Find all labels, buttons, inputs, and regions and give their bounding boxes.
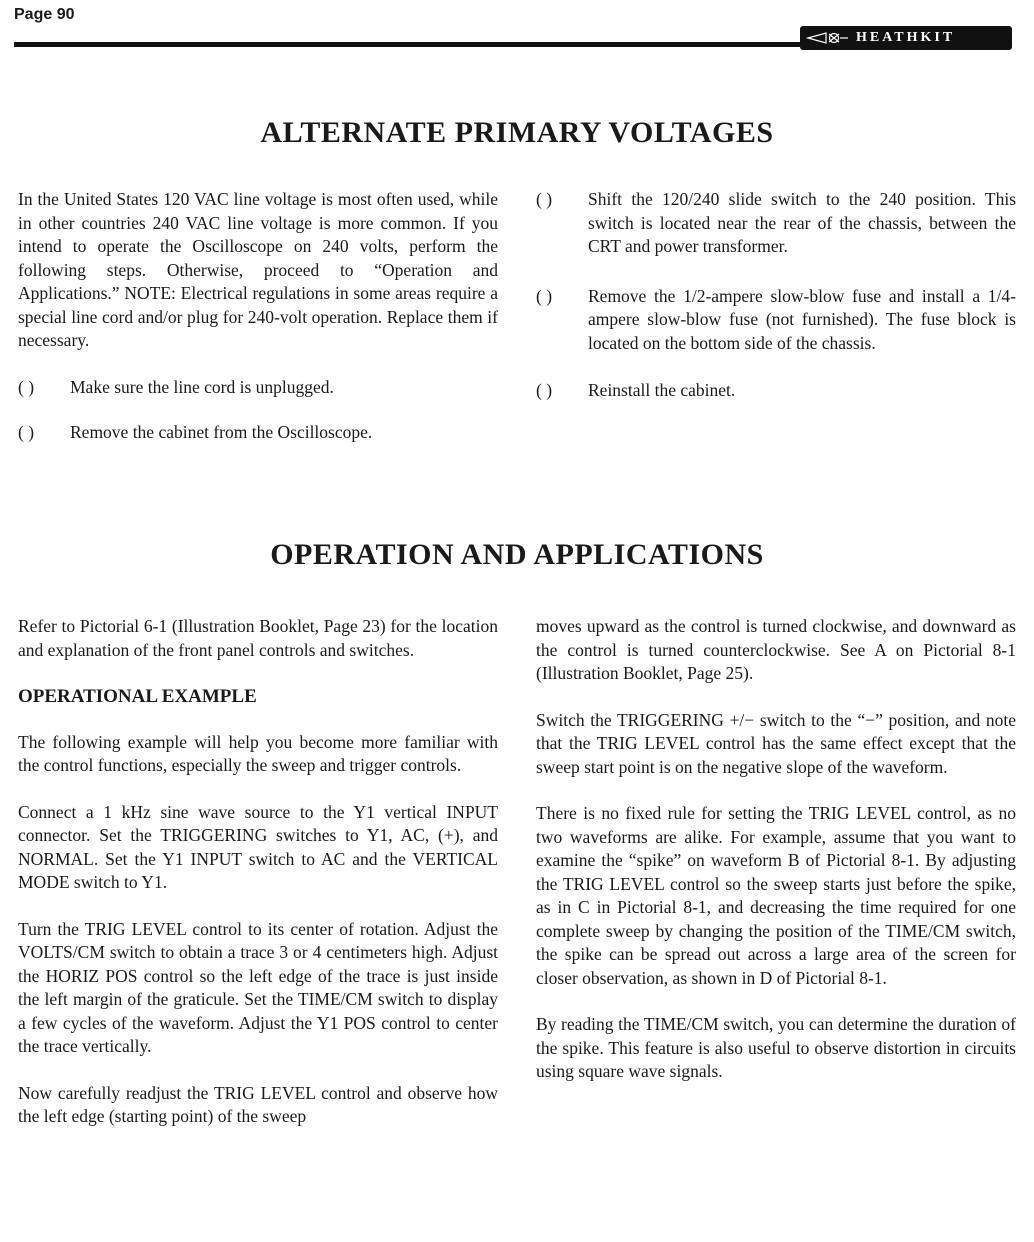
step-unplug-line-cord[interactable]	[18, 376, 498, 400]
paragraph: The following example will help you become more familiar with the control functions, especially the sweep and trigger controls.	[18, 731, 498, 775]
paragraph: moves upward as the control is turned clockwise, and downward as the control is turned counterclockwise. See A on Pictorial 8-1 (Illustration Booklet, Page 25).	[536, 616, 1016, 683]
paragraph: Turn the TRIG LEVEL control to its center of rotation. Adjust the VOLTS/CM switch to obtain a trace 3 or 4 centimeters high. Adjust the HORIZ POS control so the left edge of the trace is just inside the left margin of the graticule. Set the TIME/CM switch to display a few cycles of the waveform. Adjust the Y1 POS control to center the trace vertically.	[18, 918, 498, 1056]
paragraph: Now carefully readjust the TRIG LEVEL control and observe how the left edge (starting point) of the sweep	[18, 1082, 498, 1126]
section2-intro: Refer to Pictorial 6-1 (Illustration Booklet, Page 23) for the location and explanation of the front panel controls and switches.	[18, 616, 498, 660]
paragraph: There is no fixed rule for setting the TRIG LEVEL control, as no two waveforms are alike. For example, assume that you want to examine the “spike” on waveform B of Pictorial 8-1. By adjusting the TRIG LEVEL control so the sweep starts just before the spike, as in C in Pictorial 8-1, and decreasing the time required for one complete sweep by changing the position of the TIME/CM switch, the spike can be spread out across a large area of the screen for closer observation, as shown in D of Pictorial 8-1.	[536, 803, 1016, 988]
paragraph: Connect a 1 kHz sine wave source to the Y1 vertical INPUT connector. Set the TRIGGERING switches to Y1, AC, (+), and NORMAL. Set the Y1 INPUT switch to AC and the VERTICAL MODE switch to Y1.	[18, 801, 498, 892]
section-title-operation-and-applications: OPERATION AND APPLICATIONS	[270, 538, 764, 571]
step-reinstall-cabinet[interactable]	[536, 379, 1016, 403]
section1-intro: In the United States 120 VAC line voltage is most often used, while in other countries 240 VAC line voltage is more common. If you intend to operate the Oscilloscope on 240 volts, perform the following steps. Otherwise, proceed to “Operation and Applications.” NOTE: Electrical regulations in some areas require a special line cord and/or plug for 240-volt operation. Replace them if necessary.	[18, 189, 498, 350]
checkbox-mark[interactable]: ( )	[18, 422, 35, 442]
checkbox-mark[interactable]: ( )	[536, 380, 553, 400]
section2-left-column	[18, 615, 498, 1152]
checkbox-mark[interactable]: ( )	[536, 285, 553, 306]
section-title-alternate-primary-voltages: ALTERNATE PRIMARY VOLTAGES	[260, 116, 774, 149]
step-remove-cabinet[interactable]	[18, 421, 498, 445]
section1-right-column	[536, 188, 1016, 425]
subheading-operational-example: OPERATIONAL EXAMPLE	[18, 686, 257, 707]
paragraph: By reading the TIME/CM switch, you can determine the duration of the spike. This feature is also useful to observe distortion in circuits using square wave signals.	[536, 1014, 1016, 1081]
logo-text: HEATHKIT	[856, 30, 956, 45]
logo-emblem-icon	[806, 31, 850, 45]
step-shift-slide-switch[interactable]	[536, 188, 1016, 259]
step-text: Reinstall the cabinet.	[588, 380, 736, 400]
checkbox-mark[interactable]: ( )	[18, 376, 35, 397]
step-replace-fuse[interactable]	[536, 285, 1016, 356]
step-text: Remove the 1/2-ampere slow-blow fuse and install a 1/4-ampere slow-blow fuse (not furnished). The fuse block is located on the bottom side of the chassis.	[588, 285, 1016, 353]
section2-right-column	[536, 615, 1016, 1107]
checkbox-mark[interactable]: ( )	[536, 189, 553, 209]
step-text: Make sure the line cord is unplugged.	[70, 376, 334, 397]
paragraph: Switch the TRIGGERING +/− switch to the “−” position, and note that the TRIG LEVEL control has the same effect except that the sweep start point is on the negative slope of the waveform.	[536, 709, 1016, 777]
header-rule	[14, 42, 804, 47]
step-text: Shift the 120/240 slide switch to the 240 position. This switch is located near the rear of the chassis, between the CRT and power transformer.	[588, 189, 1016, 256]
step-text: Remove the cabinet from the Oscilloscope.	[70, 422, 373, 442]
page-number: Page 90	[14, 6, 75, 23]
section1-left-column	[18, 188, 498, 467]
heathkit-logo	[800, 26, 1012, 50]
